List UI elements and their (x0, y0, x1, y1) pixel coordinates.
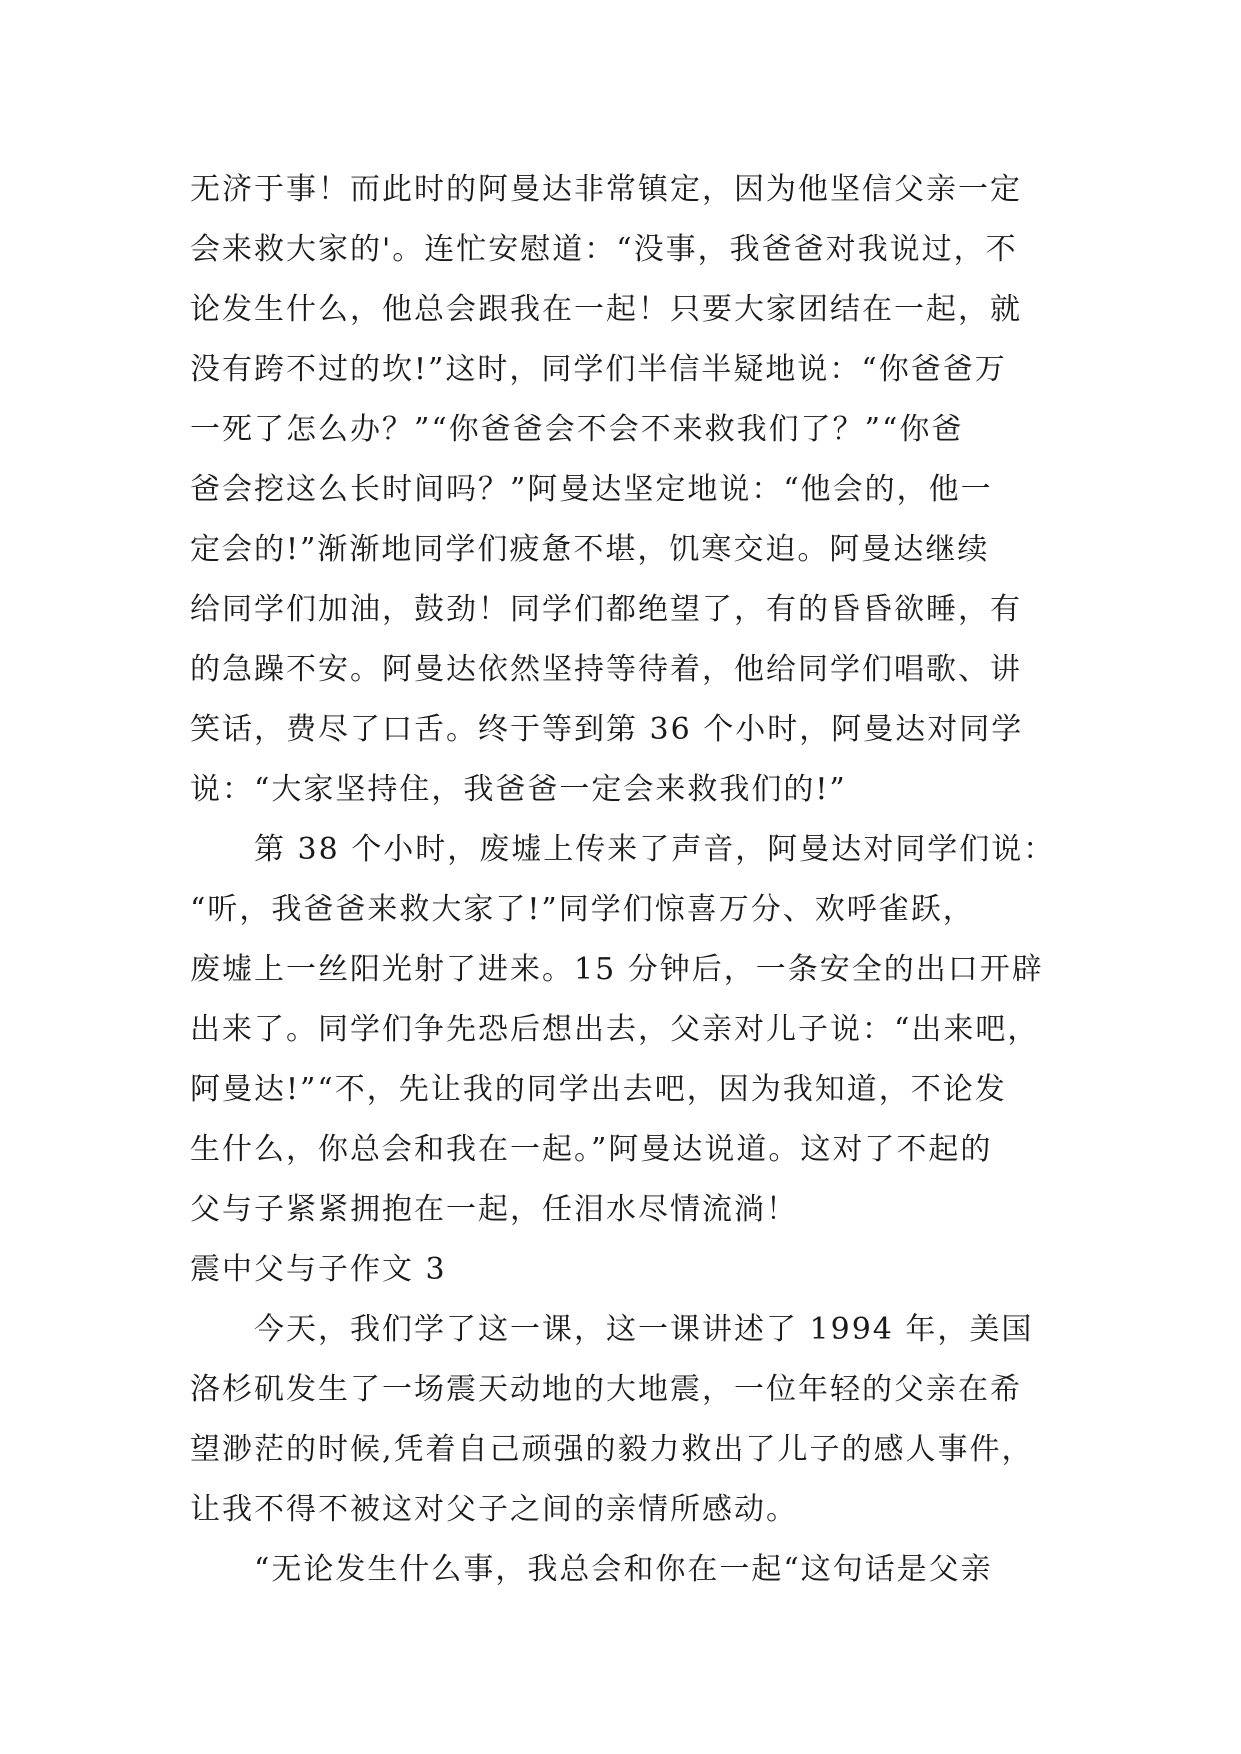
text-line: 没有跨不过的坎!”这时，同学们半信半疑地说：“你爸爸万 (190, 352, 1007, 387)
text-line: 无济于事！而此时的阿曼达非常镇定，因为他坚信父亲一定 (190, 172, 1022, 207)
text-line: “无论发生什么事，我总会和你在一起“这句话是父亲 (190, 1552, 993, 1587)
document-body (190, 160, 1090, 1600)
text-line: 的急躁不安。阿曼达依然坚持等待着，他给同学们唱歌、讲 (190, 652, 1022, 687)
text-line: 会来救大家的'。连忙安慰道：“没事，我爸爸对我说过，不 (190, 232, 1018, 267)
text-line: 废墟上一丝阳光射了进来。15 分钟后，一条安全的出口开辟 (190, 952, 1044, 987)
text-line: 父与子紧紧拥抱在一起，任泪水尽情流淌！ (190, 1192, 798, 1227)
text-line: 让我不得不被这对父子之间的亲情所感动。 (190, 1492, 798, 1527)
text-line: 定会的!”渐渐地同学们疲惫不堪，饥寒交迫。阿曼达继续 (190, 532, 990, 567)
text-line: 望渺茫的时候,凭着自己顽强的毅力救出了儿子的感人事件， (190, 1432, 1034, 1467)
text-line: 生什么，你总会和我在一起。”阿曼达说道。这对了不起的 (190, 1132, 993, 1167)
text-line: 今天，我们学了这一课，这一课讲述了 1994 年，美国 (190, 1312, 1034, 1347)
text-line: 出来了。同学们争先恐后想出去，父亲对儿子说：“出来吧， (190, 1012, 1040, 1047)
text-line: 给同学们加油，鼓劲！同学们都绝望了，有的昏昏欲睡，有 (190, 592, 1022, 627)
text-line: 洛杉矶发生了一场震天动地的大地震，一位年轻的父亲在希 (190, 1372, 1022, 1407)
text-line: 第 38 个小时，废墟上传来了声音，阿曼达对同学们说： (190, 832, 1056, 867)
text-line: 笑话，费尽了口舌。终于等到第 36 个小时，阿曼达对同学 (190, 712, 1024, 747)
text-line: “听，我爸爸来救大家了!”同学们惊喜万分、欢呼雀跃， (190, 892, 975, 927)
text-line: 说：“大家坚持住，我爸爸一定会来救我们的!” (190, 772, 847, 807)
section-heading: 震中父与子作文 3 (190, 1252, 447, 1287)
text-line: 阿曼达!”“不，先让我的同学出去吧，因为我知道，不论发 (190, 1072, 1007, 1107)
text-line: 一死了怎么办？”“你爸爸会不会不来救我们了？”“你爸 (190, 412, 964, 447)
text-line: 爸会挖这么长时间吗？”阿曼达坚定地说：“他会的，他一 (190, 472, 993, 507)
text-line: 论发生什么，他总会跟我在一起！只要大家团结在一起，就 (190, 292, 1022, 327)
